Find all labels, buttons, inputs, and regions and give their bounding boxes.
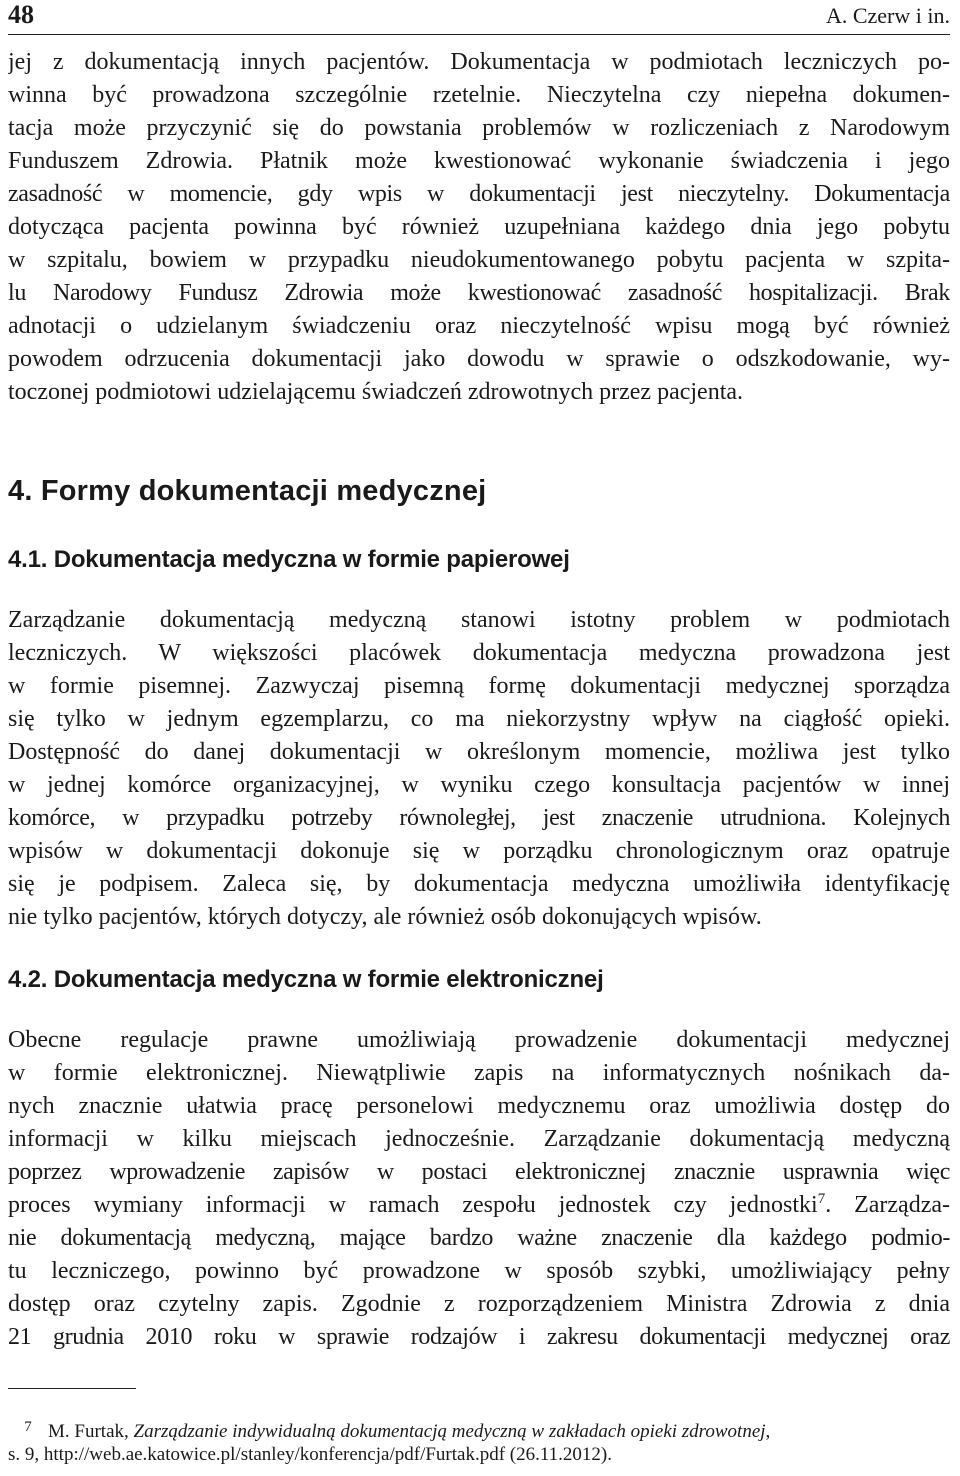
text-line: nie tylko pacjentów, których dotyczy, ale również osób dokonujących wpisów.: [8, 904, 762, 930]
subsection-heading-4-2: 4.2. Dokumentacja medyczna w formie elektronicznej: [8, 966, 604, 993]
footnote-reference[interactable]: 7: [817, 1191, 826, 1207]
text-line: winna być prowadzona szczególnie rzetelnie. Nieczytelna czy niepełna dokumen-: [8, 82, 950, 108]
text-line: [8, 1189, 950, 1222]
footnote: [8, 1414, 950, 1445]
text-line: Zarządzanie dokumentacją medyczną stanowi istotny problem w podmiotach: [8, 607, 950, 633]
text-line: w formie pisemnej. Zazwyczaj pisemną formę dokumentacji medycznej sporządza: [8, 673, 950, 699]
text-line: tacja może przyczynić się do powstania problemów w rozliczeniach z Narodowym: [8, 115, 950, 141]
paragraph-4-1: [8, 604, 950, 934]
text-line: Funduszem Zdrowia. Płatnik może kwestionować wykonanie świadczenia i jego: [8, 148, 950, 174]
text-line: leczniczych. W większości placówek dokumentacja medyczna prowadzona jest: [8, 640, 950, 666]
subsection-heading-4-1: 4.1. Dokumentacja medyczna w formie papierowej: [8, 546, 570, 573]
text-line: zasadność w momencie, gdy wpis w dokumentacji jest nieczytelny. Dokumentacja: [8, 181, 950, 207]
running-head: A. Czerw i in.: [825, 3, 950, 28]
text-line: dostęp oraz czytelny zapis. Zgodnie z rozporządzeniem Ministra Zdrowia z dnia: [8, 1291, 950, 1317]
text-line: poprzez wprowadzenie zapisów w postaci elektronicznej znacznie usprawnia więc: [8, 1159, 950, 1185]
text-line: w formie elektronicznej. Niewątpliwie zapis na informatycznych nośnikach da-: [8, 1060, 950, 1086]
text-line: informacji w kilku miejscach jednocześnie. Zarządzanie dokumentacją medyczną: [8, 1126, 950, 1152]
text-line: adnotacji o udzielanym świadczeniu oraz nieczytelność wpisu mogą być również: [8, 313, 950, 339]
text-line: lu Narodowy Fundusz Zdrowia może kwestionować zasadność hospitalizacji. Brak: [8, 280, 950, 306]
section-heading: 4. Formy dokumentacji medycznej: [8, 475, 487, 507]
text-line: się je podpisem. Zaleca się, by dokumentacja medyczna umożliwiła identyfikację: [8, 871, 950, 897]
footnote-punct: ,: [765, 1421, 771, 1442]
text-line: jej z dokumentacją innych pacjentów. Dokumentacja w podmiotach leczniczych po-: [8, 49, 950, 75]
text-line: komórce, w przypadku potrzeby równoległej, jest znaczenie utrudniona. Kolejnych: [8, 805, 950, 831]
footnote-mark: 7: [24, 1419, 32, 1435]
text-line: 21 grudnia 2010 roku w sprawie rodzajów i zakresu dokumentacji medycznej oraz: [8, 1324, 950, 1350]
text-line: nie dokumentacją medyczną, mające bardzo ważne znaczenie dla każdego podmio-: [8, 1225, 950, 1251]
text-line: powodem odrzucenia dokumentacji jako dowodu w sprawie o odszkodowanie, wy-: [8, 346, 950, 372]
text-line: dotycząca pacjenta powinna być również uzupełniana każdego dnia jego pobytu: [8, 214, 950, 240]
page-number: 48: [8, 0, 34, 29]
text-line: Obecne regulacje prawne umożliwiają prowadzenie dokumentacji medycznej: [8, 1027, 950, 1053]
text-fragment: . Zarządza-: [825, 1192, 950, 1218]
text-line: w jednej komórce organizacyjnej, w wyniku czego konsultacja pacjentów w innej: [8, 772, 950, 798]
footnote-line-2[interactable]: s. 9, http://web.ae.katowice.pl/stanley/konferencja/pdf/Furtak.pdf (26.11.2012).: [8, 1444, 612, 1465]
footnote-title: Zarządzanie indywidualną dokumentacją medyczną w zakładach opieki zdrowotnej: [133, 1421, 766, 1442]
paragraph-4-2: [8, 1024, 950, 1354]
text-line: nych znacznie ułatwia pracę personelowi medycznemu oraz umożliwia dostęp do: [8, 1093, 950, 1119]
text-line: Dostępność do danej dokumentacji w określonym momencie, możliwa jest tylko: [8, 739, 950, 765]
text-line: się tylko w jednym egzemplarzu, co ma niekorzystny wpływ na ciągłość opieki.: [8, 706, 950, 732]
page-header: [8, 0, 950, 35]
text-line: wpisów w dokumentacji dokonuje się w porządku chronologicznym oraz opatruje: [8, 838, 950, 864]
text-line: tu leczniczego, powinno być prowadzone w sposób szybki, umożliwiający pełny: [8, 1258, 950, 1284]
text-line: w szpitalu, bowiem w przypadku nieudokumentowanego pobytu pacjenta w szpita-: [8, 247, 950, 273]
footnote-divider: [8, 1388, 136, 1389]
text-line: toczonej podmiotowi udzielającemu świadczeń zdrowotnych przez pacjenta.: [8, 379, 744, 405]
text-fragment: proces wymiany informacji w ramach zespołu jednostek czy jednostki: [8, 1192, 818, 1218]
intro-paragraph: [8, 46, 950, 409]
footnote-author: M. Furtak,: [48, 1421, 134, 1442]
